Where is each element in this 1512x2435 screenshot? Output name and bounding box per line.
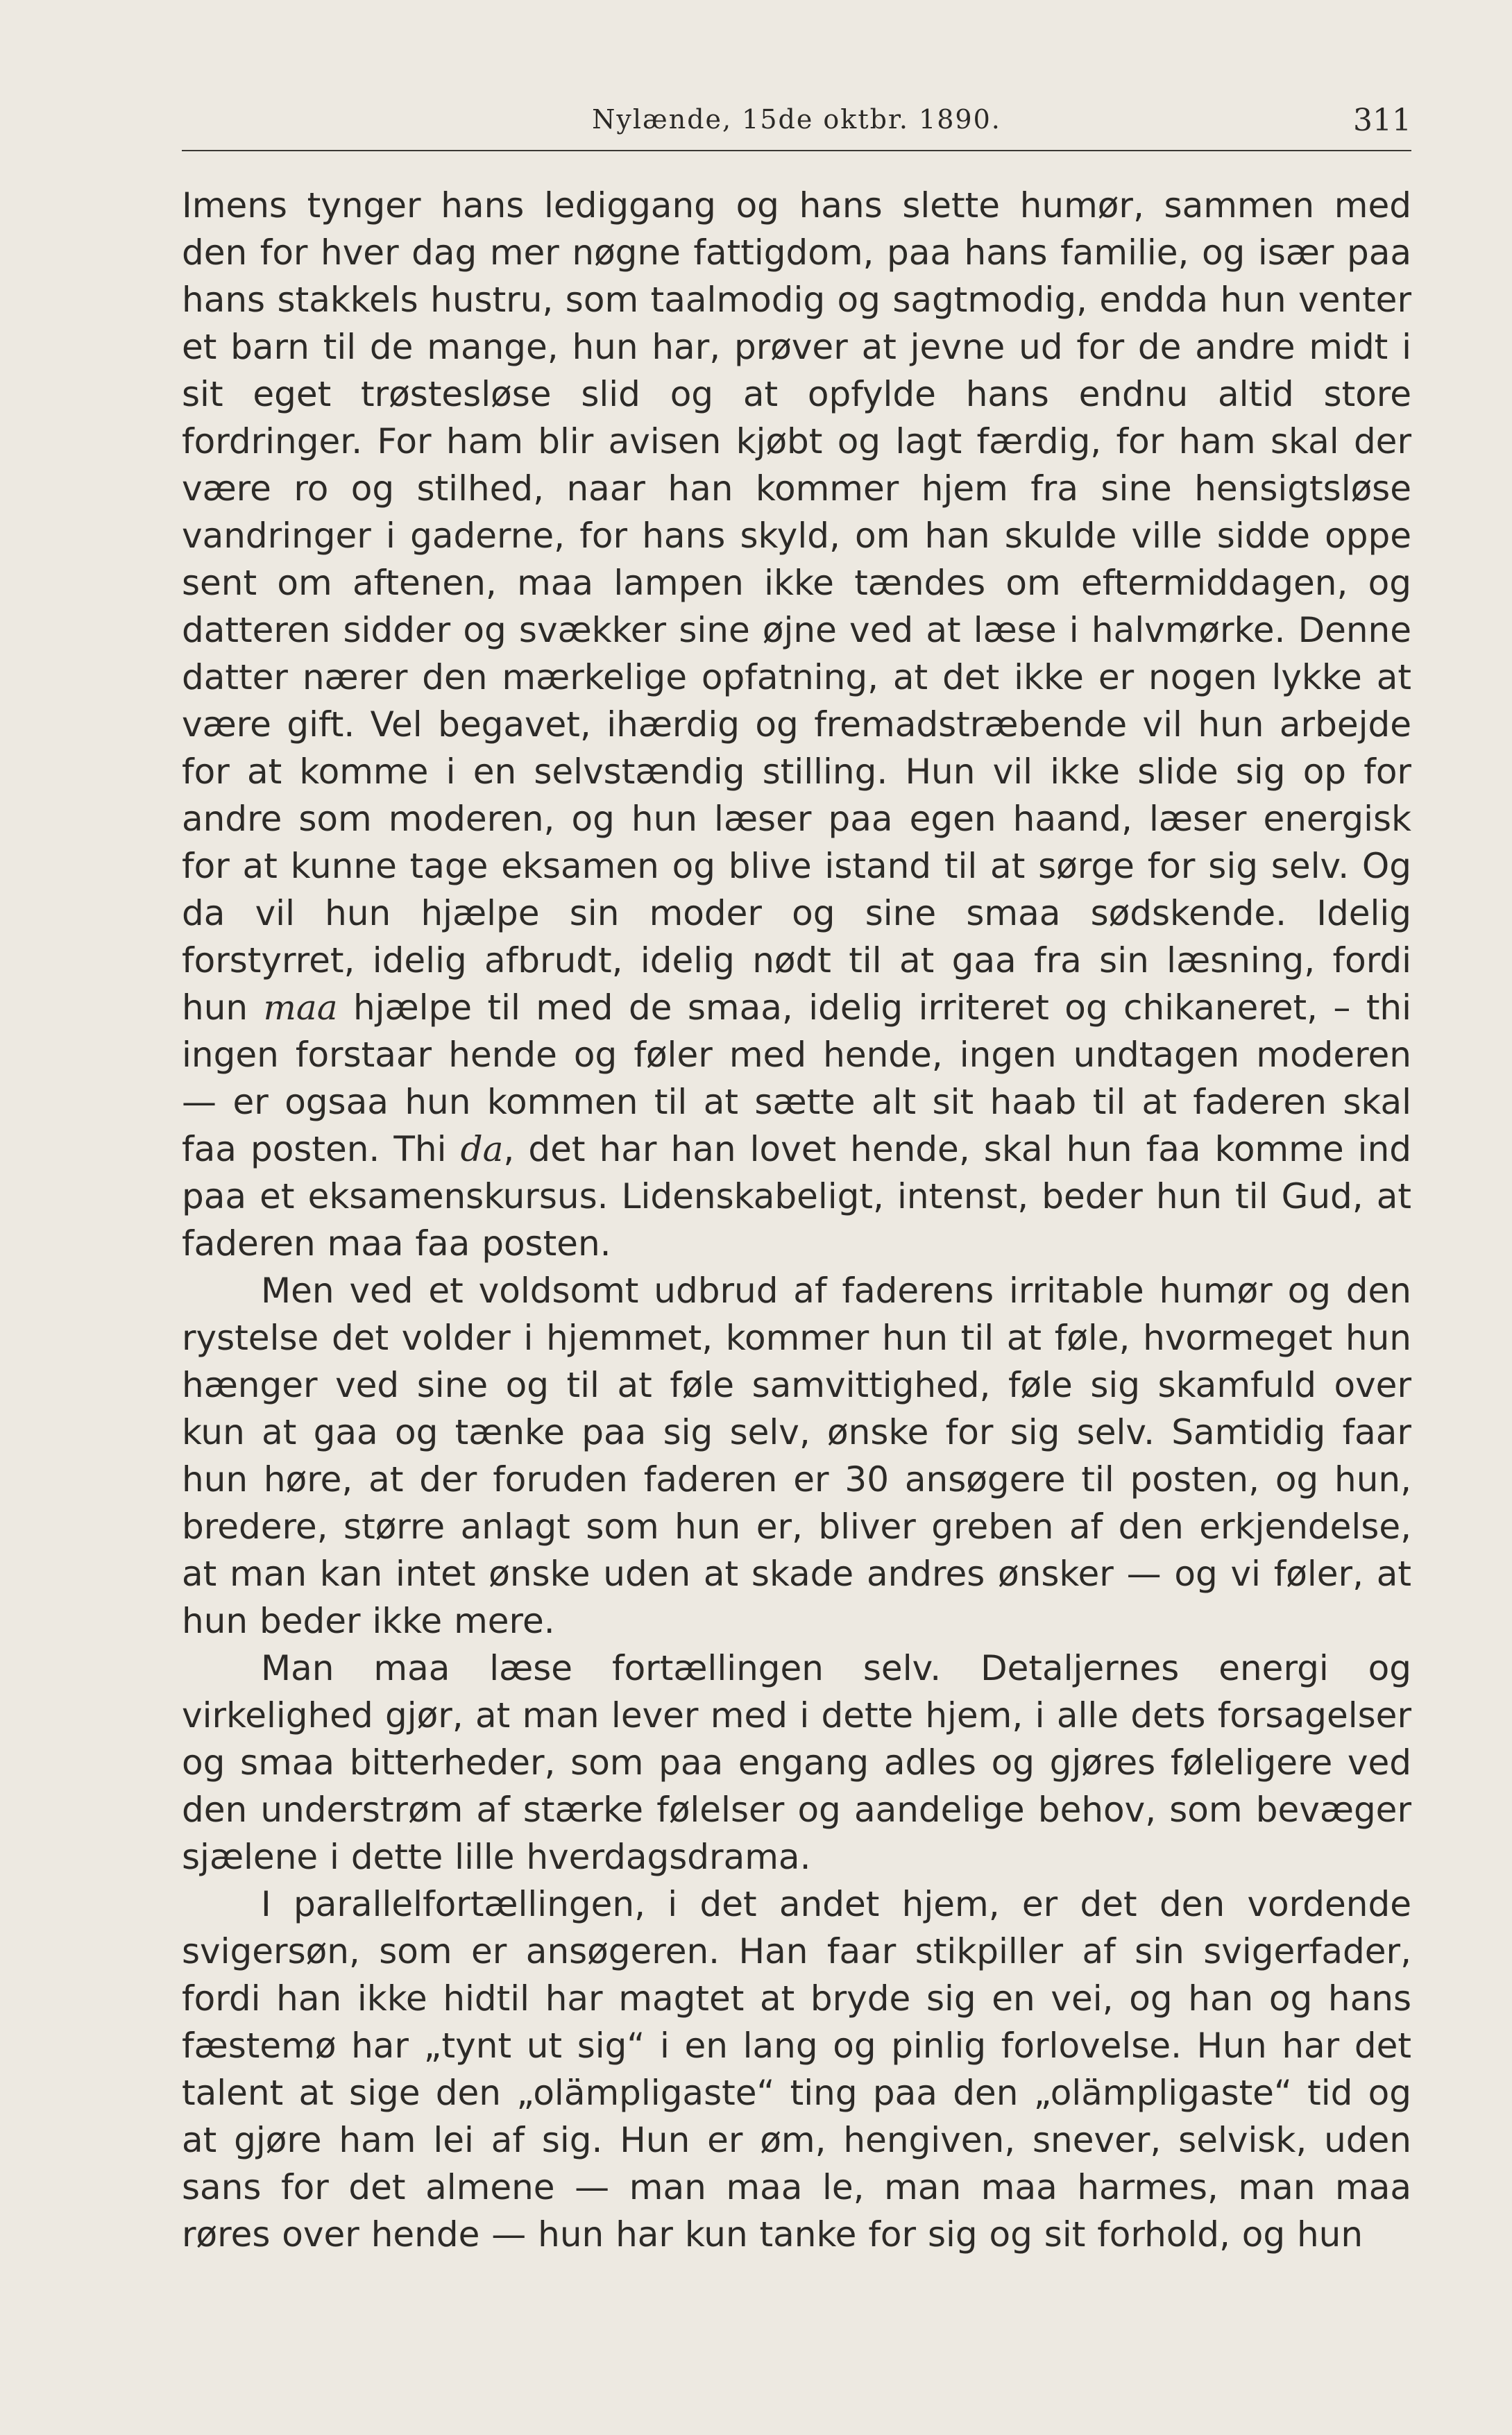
paragraph: [182, 182, 1411, 1267]
header-title: Nylænde, 15de oktbr. 1890.: [592, 104, 1001, 135]
header-rule: [182, 150, 1411, 151]
paragraph-text: Men ved et voldsomt udbrud af faderens irritable humør og den rystelse det volder i hjemmet, kommer hun til at føle, hvormeget hun hænger ved sine og til at føle samvittighed, føle sig skamfuld over kun at gaa og tænke paa sig selv, ønske for sig selv. Samtidig faar hun høre, at der foruden faderen er 30 ansøgere til posten, og hun, bredere, større anlagt som hun er, bliver greben af den erkjendelse, at man kan intet ønske uden at skade andres ønsker — og vi føler, at hun beder ikke mere.: [182, 1271, 1411, 1641]
paragraph: [182, 1881, 1411, 2258]
emphasis-text: maa: [263, 987, 338, 1028]
running-header: [182, 97, 1411, 153]
paragraph: [182, 1267, 1411, 1645]
paragraph-text: , det har han lovet hende, skal hun faa komme ind paa et eksamenskursus. Lidenskabeligt, intenst, beder hun til Gud, at faderen maa faa posten.: [182, 1129, 1411, 1264]
page-number: 311: [1353, 103, 1411, 138]
body-text: [182, 182, 1411, 2258]
paragraph-text: hjælpe til med de smaa, idelig irriteret og chikaneret, – thi ingen forstaar hende og føler med hende, ingen undtagen moderen — er ogsaa hun kommen til at sætte alt sit haab til at faderen skal faa posten. Thi: [182, 987, 1412, 1169]
paragraph-text: Imens tynger hans lediggang og hans slette humør, sammen med den for hver dag mer nøgne fattigdom, paa hans familie, og især paa hans stakkels hustru, som taalmodig og sagtmodig, endda hun venter et barn til de mange, hun har, prøver at jevne ud for de andre midt i sit eget trøstesløse slid og at opfylde hans endnu altid store fordringer. For ham blir avisen kjøbt og lagt færdig, for ham skal der være ro og stilhed, naar han kommer hjem fra sine hensigtsløse vandringer i gaderne, for hans skyld, om han skulde ville sidde oppe sent om aftenen, maa lampen ikke tændes om eftermiddagen, og datteren sidder og svækker sine øjne ved at læse i halvmørke. Denne datter nærer den mærkelige opfatning, at det ikke er nogen lykke at være gift. Vel begavet, ihærdig og fremadstræbende vil hun arbejde for at komme i en selvstændig stilling. Hun vil ikke slide sig op for andre som moderen, og hun læser paa egen haand, læser energisk for at kunne tage eksamen og blive istand til at sørge for sig selv. Og da vil hun hjælpe sin moder og sine smaa sødskende. Idelig forstyrret, idelig afbrudt, idelig nødt til at gaa fra sin læsning, fordi hun: [182, 185, 1411, 1028]
paragraph: [182, 1645, 1411, 1881]
paragraph-text: Man maa læse fortællingen selv. Detaljernes energi og virkelighed gjør, at man lever med i dette hjem, i alle dets forsagelser og smaa bitterheder, som paa engang adles og gjøres føleligere ved den understrøm af stærke følelser og aandelige behov, som bevæger sjælene i dette lille hverdagsdrama.: [182, 1648, 1411, 1877]
paragraph-text: I parallelfortællingen, i det andet hjem, er det den vordende svigersøn, som er ansøgeren. Han faar stikpiller af sin svigerfader, fordi han ikke hidtil har magtet at bryde sig en vei, og han og hans fæstemø har „tynt ut sig“ i en lang og pinlig forlovelse. Hun har det talent at sige den „olämpligaste“ ting paa den „olämpligaste“ tid og at gjøre ham lei af sig. Hun er øm, hengiven, snever, selvisk, uden sans for det almene — man maa le, man maa harmes, man maa røres over hende — hun har kun tanke for sig og sit forhold, og hun: [182, 1884, 1411, 2255]
emphasis-text: da: [460, 1129, 504, 1169]
